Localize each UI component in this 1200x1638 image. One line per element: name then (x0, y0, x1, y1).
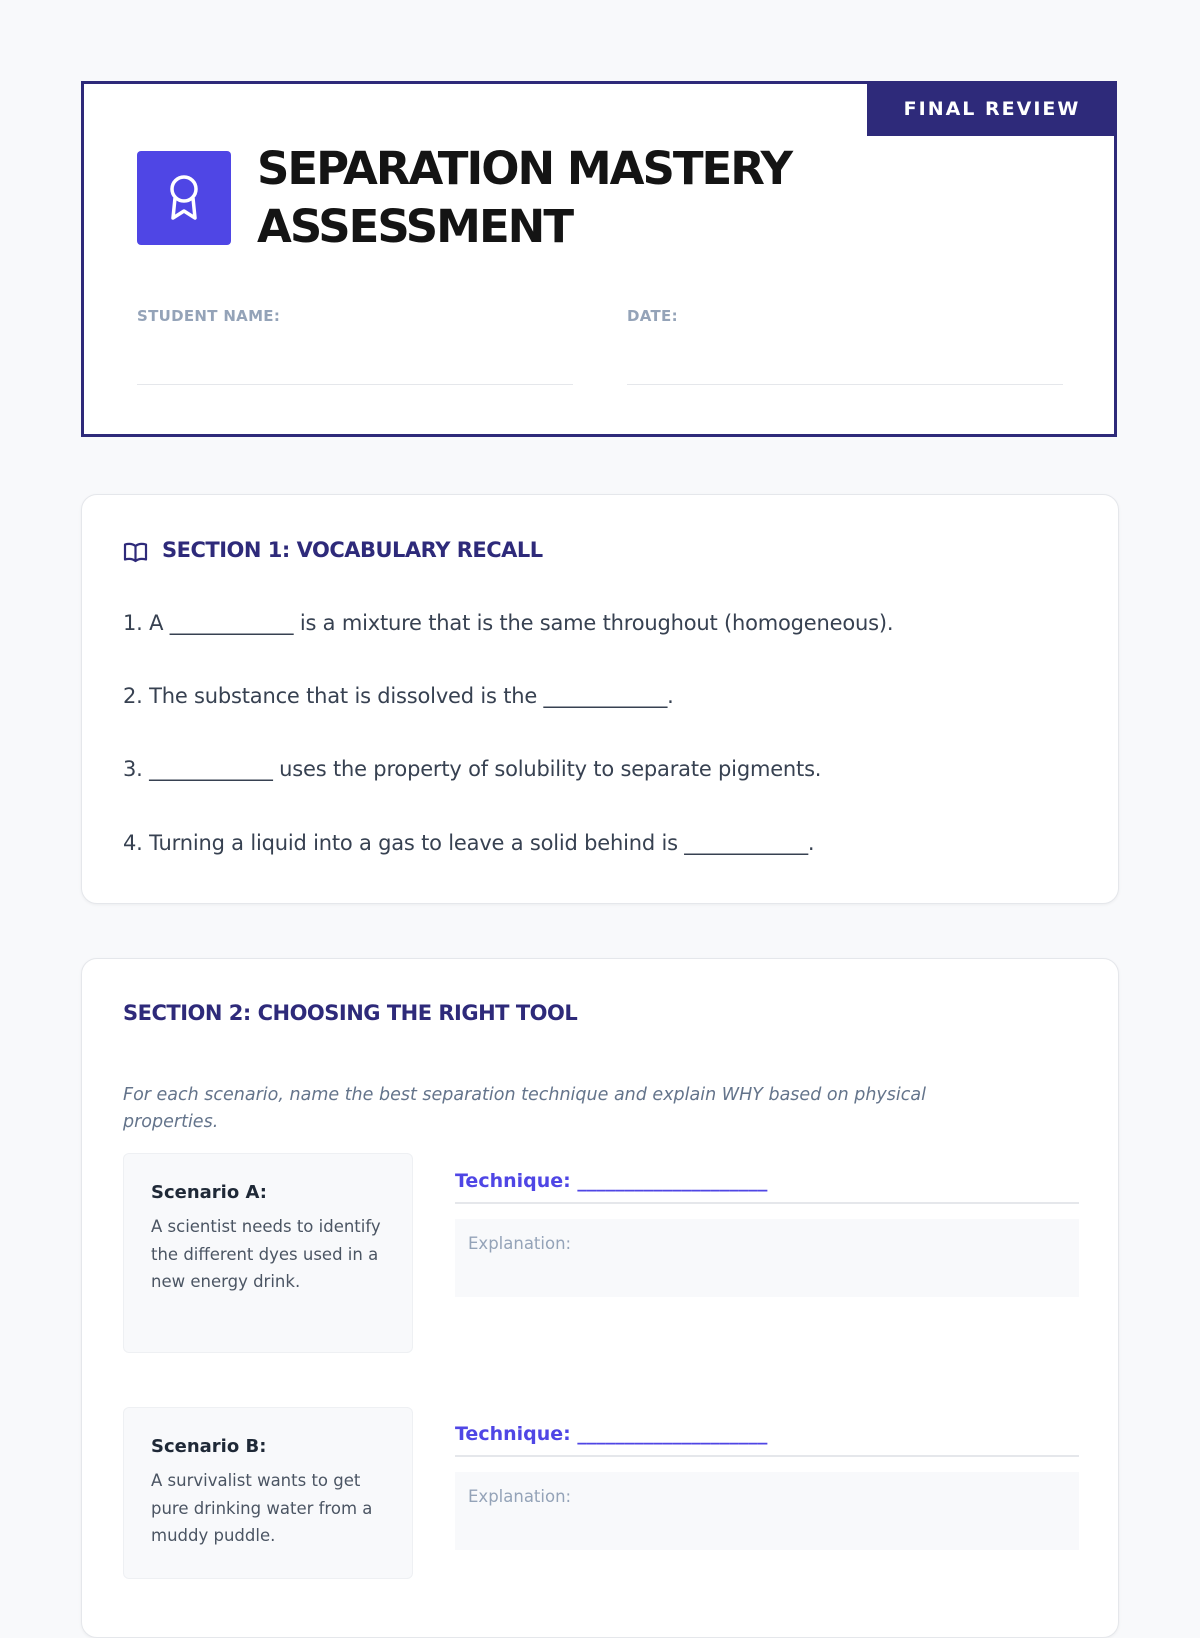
question-3: 3. ____________ uses the property of solubility to separate pigments. (123, 757, 822, 781)
section-2-card (81, 958, 1119, 1638)
question-4: 4. Turning a liquid into a gas to leave a solid behind is ____________. (123, 831, 815, 855)
section-1-title: SECTION 1: VOCABULARY RECALL (162, 538, 543, 562)
section-2-title: SECTION 2: CHOOSING THE RIGHT TOOL (123, 1001, 578, 1025)
student-name-line[interactable] (137, 384, 573, 385)
scenario-a-explanation-field[interactable]: Explanation: (455, 1219, 1079, 1297)
date-line[interactable] (627, 384, 1063, 385)
open-book-icon (123, 541, 148, 567)
page-title: SEPARATION MASTERY ASSESSMENT (257, 142, 792, 253)
final-review-badge: FINAL REVIEW (867, 81, 1117, 136)
question-2: 2. The substance that is dissolved is the ____________. (123, 684, 674, 708)
student-name-label: STUDENT NAME: (137, 307, 281, 325)
scenario-a-title: Scenario A: (151, 1182, 267, 1203)
question-1: 1. A ____________ is a mixture that is the same throughout (homogeneous). (123, 611, 894, 635)
scenario-b-title: Scenario B: (151, 1436, 267, 1457)
date-label: DATE: (627, 307, 678, 325)
scenario-b-card (123, 1407, 413, 1579)
section-1-card (81, 494, 1119, 904)
scenario-a-card (123, 1153, 413, 1353)
assessment-header (81, 81, 1117, 437)
scenario-a-text: A scientist needs to identify the different dyes used in a new energy drink. (151, 1217, 381, 1291)
scenario-a-technique-field[interactable]: Technique: ____________________ (455, 1154, 1079, 1204)
scenario-b-explanation-field[interactable]: Explanation: (455, 1472, 1079, 1550)
ribbon-award-icon (137, 151, 231, 245)
scenario-b-text: A survivalist wants to get pure drinking water from a muddy puddle. (151, 1471, 373, 1545)
scenario-b-technique-field[interactable]: Technique: ____________________ (455, 1407, 1079, 1457)
section-2-instructions: For each scenario, name the best separation technique and explain WHY based on physical properties. (123, 1085, 926, 1132)
